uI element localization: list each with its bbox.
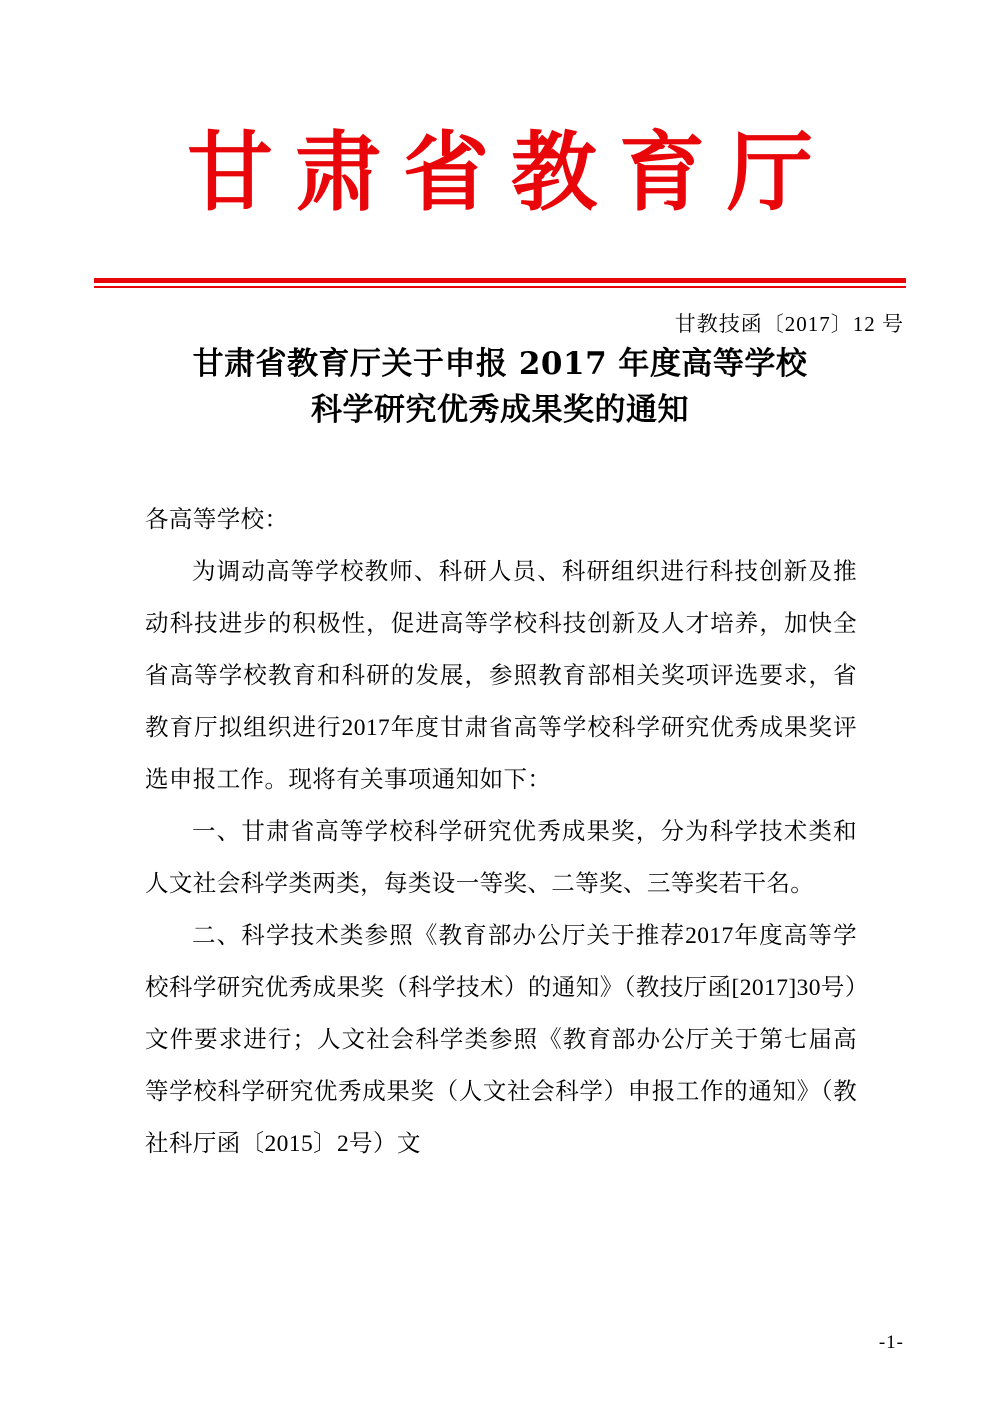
document-body (145, 494, 857, 1170)
body-paragraph-1: 为调动高等学校教师、科研人员、科研组织进行科技创新及推动科技进步的积极性，促进高等学校科技创新及人才培养，加快全省高等学校教育和科研的发展，参照教育部相关奖项评选要求，省教育厅拟组织进行2017年度甘肃省高等学校科学研究优秀成果奖评选申报工作。现将有关事项通知如下： (145, 559, 857, 793)
letterhead-divider (94, 278, 906, 288)
letterhead (0, 122, 1000, 223)
page-number: -1- (878, 1332, 904, 1353)
divider-rule-thick (94, 278, 906, 283)
page-title (110, 342, 890, 434)
page-title-line-1: 甘肃省教育厅关于申报 2017 年度高等学校 (192, 346, 808, 382)
page-title-line-2: 科学研究优秀成果奖的通知 (311, 391, 689, 428)
body-paragraph-2: 一、甘肃省高等学校科学研究优秀成果奖，分为科学技术类和人文社会科学类两类，每类设一等奖、二等奖、三等奖若干名。 (145, 819, 857, 897)
document-number: 甘教技函〔2017〕12 号 (674, 312, 904, 336)
divider-rule-thin (94, 286, 906, 288)
body-paragraph-3: 二、科学技术类参照《教育部办公厅关于推荐2017年度高等学校科学研究优秀成果奖（科学技术）的通知》（教技厅函[2017]30号）文件要求进行；人文社会科学类参照《教育部办公厅关于第七届高等学校科学研究优秀成果奖（人文社会科学）申报工作的通知》（教社科厅函〔2015〕2号）文 (145, 923, 857, 1157)
issuing-organization: 甘肃省教育厅 (187, 122, 835, 223)
salutation: 各高等学校： (145, 507, 289, 533)
